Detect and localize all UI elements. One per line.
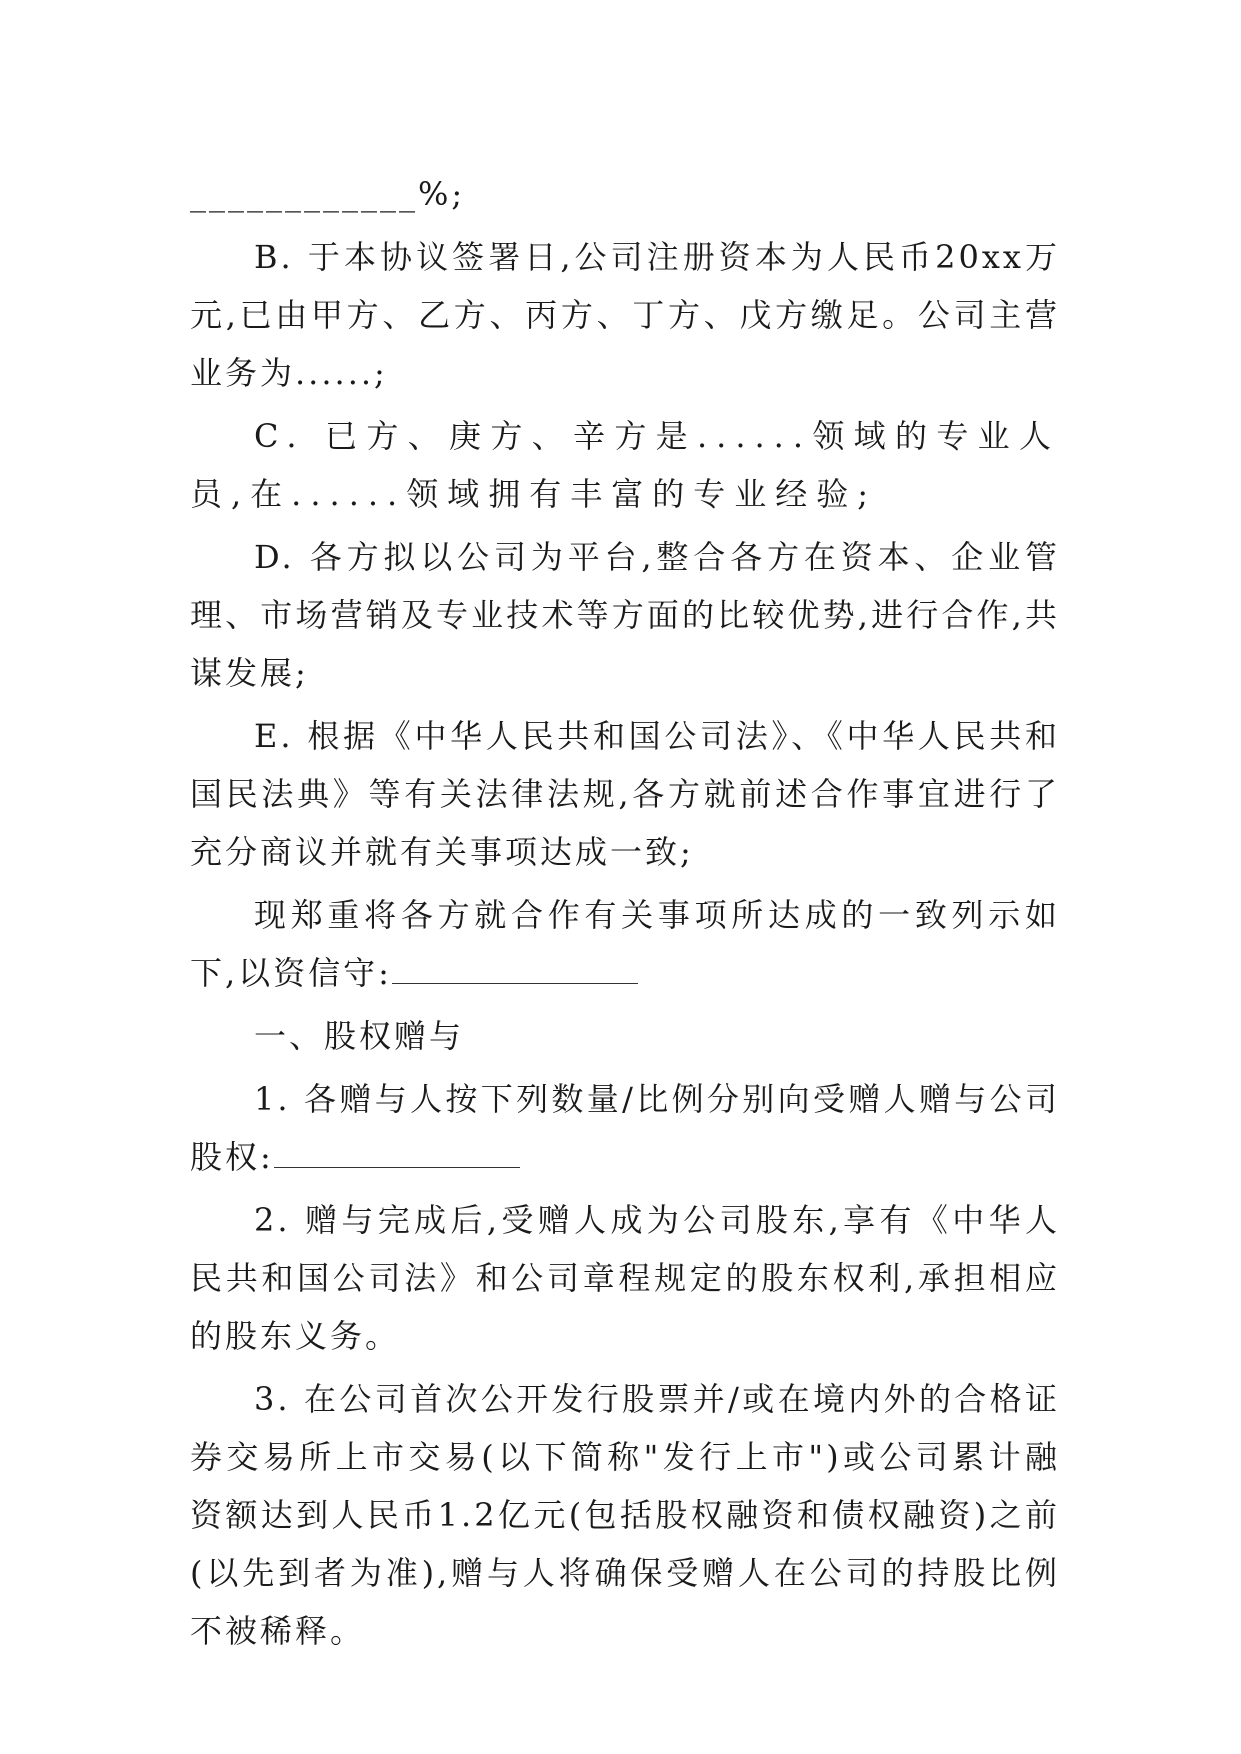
paragraph-now-text: 现郑重将各方就合作有关事项所达成的一致列示如下,以资信守: — [190, 896, 1060, 992]
paragraph-c: C. 已方、庚方、辛方是......领域的专业人员,在......领域拥有丰富的专业经验; — [190, 417, 1060, 513]
paragraph-d: D. 各方拟以公司为平台,整合各方在资本、企业管理、市场营销及专业技术等方面的比较优势,进行合作,共谋发展; — [190, 538, 1060, 692]
blank-line — [392, 949, 638, 984]
document-body — [190, 165, 1060, 1665]
item-1 — [190, 1070, 1060, 1186]
blank-line — [274, 1133, 520, 1168]
section-heading-1: 一、股权赠与 — [254, 1017, 465, 1055]
paragraph-b: B. 于本协议签署日,公司注册资本为人民币20xx万元,已由甲方、乙方、丙方、丁方、戊方缴足。公司主营业务为......; — [190, 238, 1060, 392]
paragraph-now — [190, 886, 1060, 1002]
paragraph-e: E. 根据《中华人民共和国公司法》、《中华人民共和国民法典》等有关法律法规,各方就前述合作事宜进行了充分商议并就有关事项达成一致; — [190, 717, 1060, 871]
item-2: 2. 赠与完成后,受赠人成为公司股东,享有《中华人民共和国公司法》和公司章程规定的股东权利,承担相应的股东义务。 — [190, 1201, 1060, 1355]
item-1-text: 1. 各赠与人按下列数量/比例分别向受赠人赠与公司股权: — [190, 1080, 1060, 1176]
item-3: 3. 在公司首次公开发行股票并/或在境内外的合格证券交易所上市交易(以下简称"发行上市")或公司累计融资额达到人民币1.2亿元(包括股权融资和债权融资)之前(以先到者为准),赠与人将确保受赠人在公司的持股比例不被稀释。 — [190, 1380, 1060, 1650]
continued-line: ____________%; — [190, 175, 466, 213]
